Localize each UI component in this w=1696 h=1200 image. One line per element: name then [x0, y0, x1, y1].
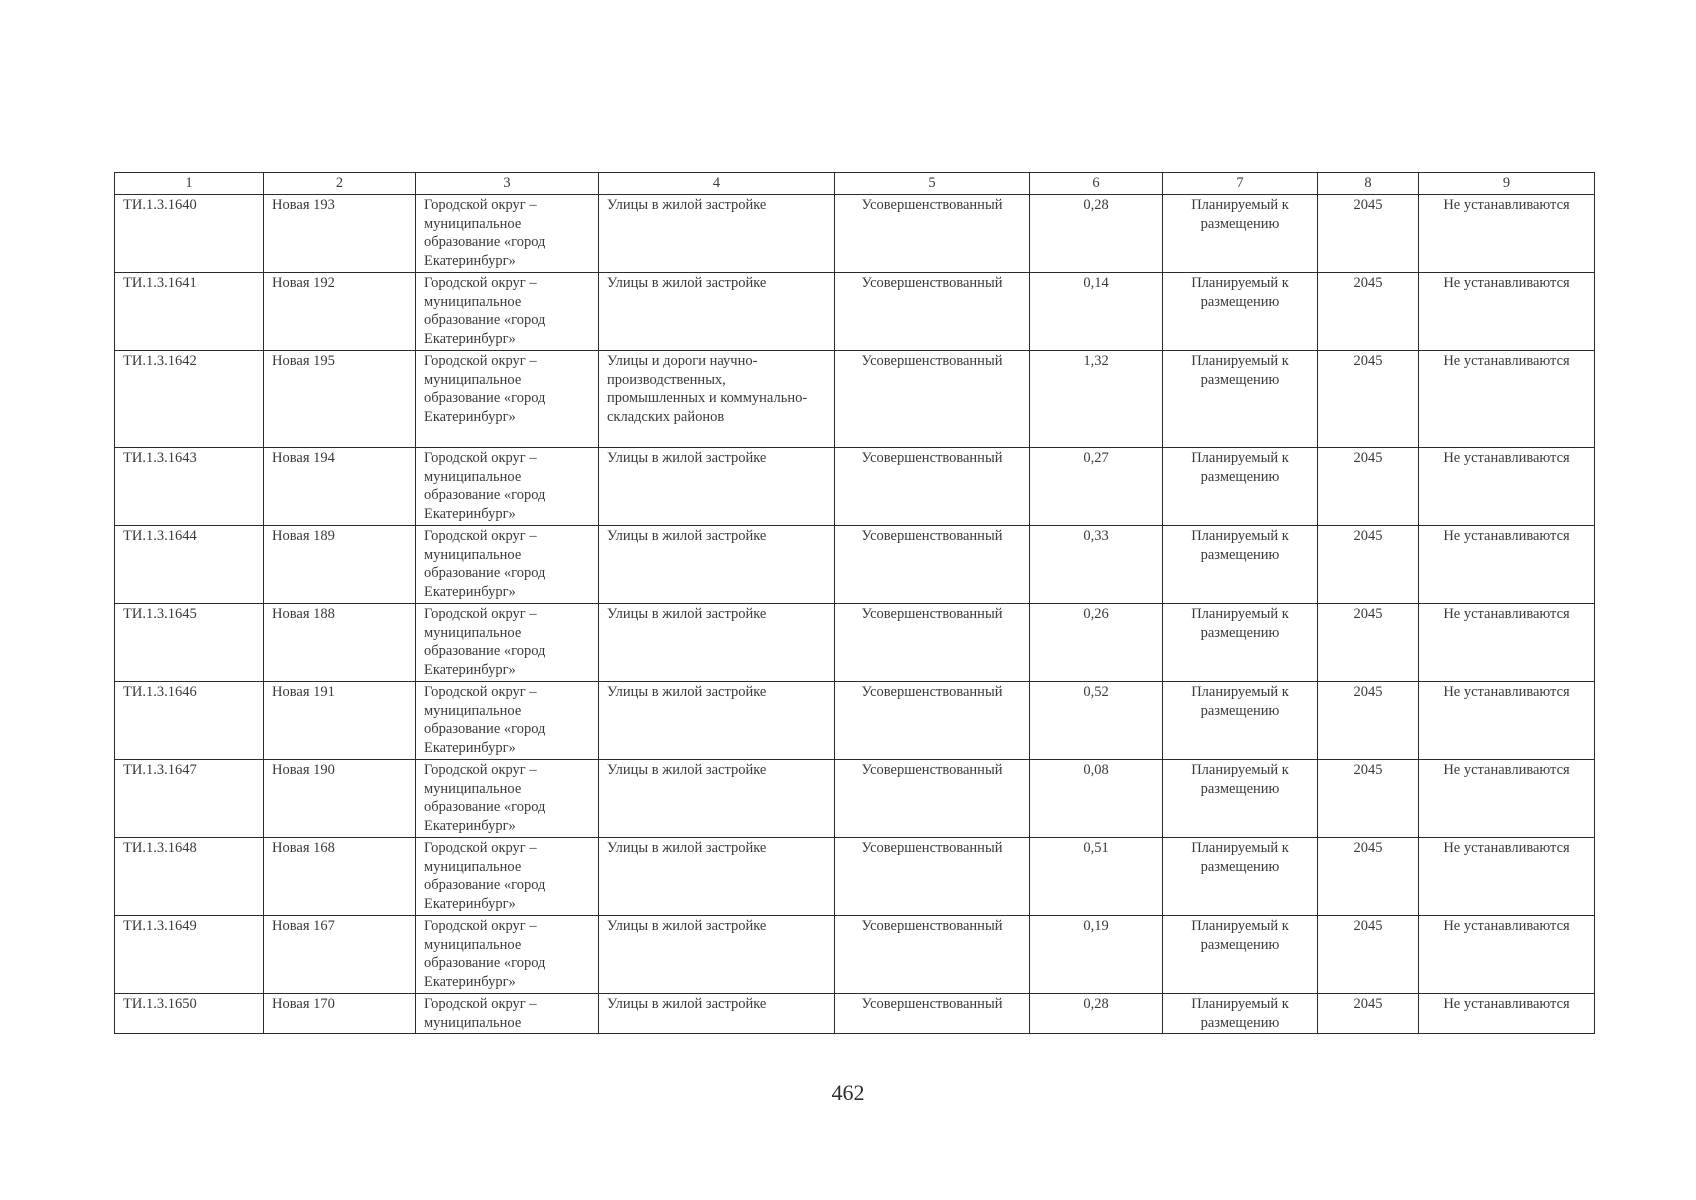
zones-cell: Не устанавливаются [1419, 526, 1595, 604]
object-name-cell: Новая 168 [264, 838, 416, 916]
category-cell: Улицы в жилой застройке [599, 760, 835, 838]
length-cell: 0,19 [1030, 916, 1163, 994]
location-cell: Городской округ – муниципальное образование «город Екатеринбург» [416, 195, 599, 273]
infrastructure-table [114, 172, 1595, 1034]
column-number-row [115, 173, 1595, 195]
status-cell: Планируемый к размещению [1163, 760, 1318, 838]
object-name-cell: Новая 192 [264, 273, 416, 351]
location-text: Городской округ – муниципальное [424, 996, 537, 1031]
object-name-cell: Новая 189 [264, 526, 416, 604]
surface-cell: Усовершенствованный [835, 448, 1030, 526]
status-cell [1163, 994, 1318, 1034]
year-text: 2045 [1353, 996, 1383, 1012]
surface-cell: Усовершенствованный [835, 195, 1030, 273]
year-cell: 2045 [1318, 838, 1419, 916]
status-text: Планируемый к размещению [1191, 996, 1289, 1031]
location-cell: Городской округ – муниципальное образование «город Екатеринбург» [416, 838, 599, 916]
table-row [115, 604, 1595, 682]
page-number: 462 [831, 1080, 865, 1105]
table-row [115, 916, 1595, 994]
length-cell: 0,08 [1030, 760, 1163, 838]
column-header: 6 [1030, 173, 1163, 195]
zones-cell: Не устанавливаются [1419, 682, 1595, 760]
year-cell: 2045 [1318, 682, 1419, 760]
zones-cell: Не устанавливаются [1419, 760, 1595, 838]
category-cell: Улицы и дороги научно-производственных, промышленных и коммунально-складских районов [599, 351, 835, 448]
object-id-text: ТИ.1.3.1650 [123, 996, 197, 1012]
category-cell: Улицы в жилой застройке [599, 604, 835, 682]
surface-cell: Усовершенствованный [835, 351, 1030, 448]
zones-cell: Не устанавливаются [1419, 916, 1595, 994]
table-row [115, 273, 1595, 351]
category-cell: Улицы в жилой застройке [599, 526, 835, 604]
length-cell: 0,51 [1030, 838, 1163, 916]
category-text: Улицы в жилой застройке [607, 996, 767, 1012]
object-id-cell: ТИ.1.3.1642 [115, 351, 264, 448]
object-id-cell: ТИ.1.3.1649 [115, 916, 264, 994]
surface-cell [835, 994, 1030, 1034]
table-row [115, 838, 1595, 916]
status-cell: Планируемый к размещению [1163, 916, 1318, 994]
length-cell: 0,33 [1030, 526, 1163, 604]
column-header: 2 [264, 173, 416, 195]
location-cell: Городской округ – муниципальное образование «город Екатеринбург» [416, 682, 599, 760]
table-row [115, 760, 1595, 838]
zones-cell: Не устанавливаются [1419, 273, 1595, 351]
location-cell [416, 994, 599, 1034]
status-cell: Планируемый к размещению [1163, 448, 1318, 526]
location-cell: Городской округ – муниципальное образование «город Екатеринбург» [416, 604, 599, 682]
zones-text: Не устанавливаются [1443, 996, 1570, 1012]
table-row [115, 682, 1595, 760]
length-cell [1030, 994, 1163, 1034]
status-cell: Планируемый к размещению [1163, 682, 1318, 760]
location-cell: Городской округ – муниципальное образование «город Екатеринбург» [416, 448, 599, 526]
table-row [115, 195, 1595, 273]
object-id-cell [115, 994, 264, 1034]
table-row [115, 448, 1595, 526]
column-header: 1 [115, 173, 264, 195]
object-id-cell: ТИ.1.3.1648 [115, 838, 264, 916]
surface-text: Усовершенствованный [861, 996, 1003, 1012]
surface-cell: Усовершенствованный [835, 916, 1030, 994]
length-cell: 0,27 [1030, 448, 1163, 526]
column-header: 7 [1163, 173, 1318, 195]
table-row [115, 351, 1595, 448]
length-cell: 0,52 [1030, 682, 1163, 760]
year-cell: 2045 [1318, 448, 1419, 526]
zones-cell: Не устанавливаются [1419, 448, 1595, 526]
year-cell: 2045 [1318, 273, 1419, 351]
zones-cell [1419, 994, 1595, 1034]
object-id-cell: ТИ.1.3.1647 [115, 760, 264, 838]
zones-cell: Не устанавливаются [1419, 838, 1595, 916]
category-cell [599, 994, 835, 1034]
object-id-cell: ТИ.1.3.1641 [115, 273, 264, 351]
status-cell: Планируемый к размещению [1163, 604, 1318, 682]
year-cell: 2045 [1318, 604, 1419, 682]
location-cell: Городской округ – муниципальное образование «город Екатеринбург» [416, 273, 599, 351]
year-cell: 2045 [1318, 195, 1419, 273]
surface-cell: Усовершенствованный [835, 604, 1030, 682]
length-cell: 1,32 [1030, 351, 1163, 448]
year-cell [1318, 994, 1419, 1034]
category-cell: Улицы в жилой застройке [599, 916, 835, 994]
table-row [115, 994, 1595, 1034]
table-row [115, 526, 1595, 604]
location-cell: Городской округ – муниципальное образование «город Екатеринбург» [416, 526, 599, 604]
column-header: 9 [1419, 173, 1595, 195]
object-name-cell: Новая 191 [264, 682, 416, 760]
location-cell: Городской округ – муниципальное образование «город Екатеринбург» [416, 916, 599, 994]
category-cell: Улицы в жилой застройке [599, 273, 835, 351]
object-name-cell [264, 994, 416, 1034]
column-header: 3 [416, 173, 599, 195]
object-name-cell: Новая 167 [264, 916, 416, 994]
zones-cell: Не устанавливаются [1419, 604, 1595, 682]
year-cell: 2045 [1318, 351, 1419, 448]
zones-cell: Не устанавливаются [1419, 195, 1595, 273]
status-cell: Планируемый к размещению [1163, 351, 1318, 448]
object-name-cell: Новая 195 [264, 351, 416, 448]
category-cell: Улицы в жилой застройке [599, 838, 835, 916]
object-id-cell: ТИ.1.3.1643 [115, 448, 264, 526]
object-name-cell: Новая 193 [264, 195, 416, 273]
column-header: 5 [835, 173, 1030, 195]
surface-cell: Усовершенствованный [835, 273, 1030, 351]
year-cell: 2045 [1318, 760, 1419, 838]
length-cell: 0,28 [1030, 195, 1163, 273]
status-cell: Планируемый к размещению [1163, 838, 1318, 916]
year-cell: 2045 [1318, 526, 1419, 604]
object-name-text: Новая 170 [272, 996, 335, 1012]
object-id-cell: ТИ.1.3.1646 [115, 682, 264, 760]
year-cell: 2045 [1318, 916, 1419, 994]
object-id-cell: ТИ.1.3.1645 [115, 604, 264, 682]
category-cell: Улицы в жилой застройке [599, 195, 835, 273]
length-cell: 0,14 [1030, 273, 1163, 351]
category-cell: Улицы в жилой застройке [599, 682, 835, 760]
column-header: 8 [1318, 173, 1419, 195]
status-cell: Планируемый к размещению [1163, 195, 1318, 273]
surface-cell: Усовершенствованный [835, 526, 1030, 604]
status-cell: Планируемый к размещению [1163, 526, 1318, 604]
object-id-cell: ТИ.1.3.1640 [115, 195, 264, 273]
object-name-cell: Новая 188 [264, 604, 416, 682]
location-cell: Городской округ – муниципальное образование «город Екатеринбург» [416, 351, 599, 448]
object-id-cell: ТИ.1.3.1644 [115, 526, 264, 604]
object-name-cell: Новая 190 [264, 760, 416, 838]
status-cell: Планируемый к размещению [1163, 273, 1318, 351]
location-cell: Городской округ – муниципальное образование «город Екатеринбург» [416, 760, 599, 838]
surface-cell: Усовершенствованный [835, 838, 1030, 916]
surface-cell: Усовершенствованный [835, 760, 1030, 838]
length-cell: 0,26 [1030, 604, 1163, 682]
column-header: 4 [599, 173, 835, 195]
surface-cell: Усовершенствованный [835, 682, 1030, 760]
object-name-cell: Новая 194 [264, 448, 416, 526]
length-text: 0,28 [1083, 996, 1109, 1012]
category-cell: Улицы в жилой застройке [599, 448, 835, 526]
zones-cell: Не устанавливаются [1419, 351, 1595, 448]
